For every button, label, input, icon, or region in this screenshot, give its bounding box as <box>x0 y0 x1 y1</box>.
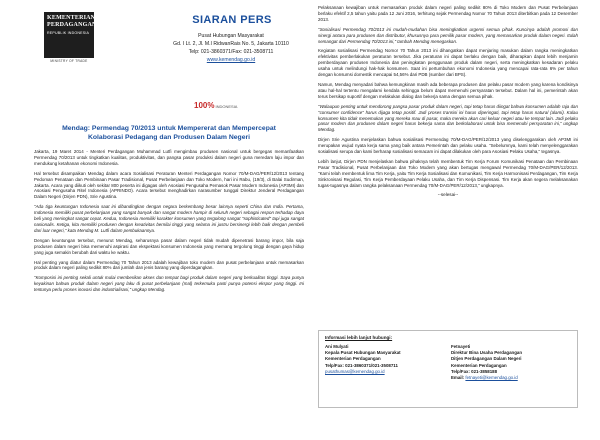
quote-paragraph-1: "Ada tiga keuntungan Indonesia saat ini dibandingkan dengan negara berkembang besar lainnya seperti China dan India. Pertama, Indonesia memiliki pusat perbelanjaan yang sangat banyak dan sangat modern hampir di seluruh negeri sebagai respon terhadap daya beli yang meningkat sangat cepat. Kedua, Indonesia memiliki karakter konsumen yang tergolong sangat "sophisticated" tapi juga sangat nasionalis. Ketiga, kita memiliki produsen dengan kreativitas bernilai tinggi yang selama ini justru bersinergi lebih baik dengan pembeli dari luar negeri," kata Mendag M. Lutfi dalam pembukaannya. <box>34 204 304 233</box>
contact-org: Kementerian Perdagangan <box>451 362 507 368</box>
contact-role: Kepala Pusat Hubungan Masyarakat <box>325 350 401 356</box>
email-label: Email: <box>451 375 465 381</box>
paragraph-8: Dirjen Srie Agustina menjelaskan bahwa sosialisasi Permendag 70/M-DAG/PER/12/2013 yang diselenggarakan oleh AP3MI ini merupakan wujud nyata kerja sama yang baik antara Pemerintah dan pelaku usaha. "Sebelumnya, kami telah menyelenggarakan sosialisasi serupa dan kami berharap sosialisasi semacam ini dapat dilakukan oleh para Asosiasi Pelaku Usaha," tegasnya. <box>318 137 578 155</box>
quote-paragraph-2: "Komposisi ini penting sekali untuk mulai memberikan akses dan tempat bagi produk dalam negeri yang berkualitas tinggi. Saya punya keyakinan bahwa produk dalam negeri yang laku di pusat perbelanjaan (mal) terkemuka pasti punya potensi ekspor yang tinggi. Ini tentunya perlu proses inovasi dan industrialisasi," ungkap Mendag. <box>34 275 304 293</box>
contact-org: Kementerian Perdagangan <box>325 356 381 362</box>
office-name: Pusat Hubungan Masyarakat <box>198 33 264 39</box>
address-block <box>164 32 298 64</box>
left-body <box>34 149 304 297</box>
ministry-logo <box>44 12 97 58</box>
contact-name: Ani Mulyati <box>325 344 349 349</box>
phone-fax: Telp: 021-3860371/Fax: 021-3508711 <box>188 49 274 55</box>
contact-phone: Telp/Fax: 021-3858188 <box>451 368 498 374</box>
contact-phone: Telp/Fax: 021-3860371/021-3508711 <box>325 362 398 368</box>
indonesia-badge <box>194 101 237 110</box>
contact-row <box>325 344 571 381</box>
paragraph-3: Dengan keuntungan tersebut, menurut Mendag, seharusnya pasar dalam negeri tidak mudah dipenetrasi barang impor, bila saja produsen dalam negeri bisa memenuhi aspirasi dan ekspektasi konsumen Indonesia yang memang tergolong tinggi dengan gaya hidup yang juga semakin berubah dari waktu ke waktu. <box>34 237 304 255</box>
paragraph-2: Hal tersebut disampaikan Mendag dalam acara Sosialisasi Peraturan Menteri Perdagangan Nomor 70/M-DAG/PER/12/2013 tentang Pedoman Penataan dan Pembinaan Pasar Tradisional, Pusat Perbelanjaan dan Toko Modern, hari ini Rabu, (19/3), di Balai Sudirman, Jakarta. Acara yang diikuti oleh sekitar 800 peserta ini digagas oleh Asosiasi Pengusaha Pemasok Pasar Modern Indonesia (AP3MI) dan Asosiasi Pengusaha Ritel Indonesia (APRINDO). Acara tersebut menghadirkan narasumber tunggal Direktur Jenderal Perdagangan Dalam Negeri (Dirjen PDN), Srie Agustina. <box>34 170 304 200</box>
paragraph-9: Lebih lanjut, Dirjen PDN menjelaskan bahwa pihaknya telah membentuk Tim Kerja Forum Komunikasi Penataan dan Pembinaan Pasar Tradisional, Pusat Perbelanjaan dan Toko Modern yang akan bertugas mengawal Permendag 70/M-DAG/PER/12/2013. "Kami telah membentuk lima Tim Kerja, yaitu Tim Kerja Sosialisasi dan Komunikasi, Tim Kerja Harmonisasi Perdagangan, Tim Kerja Sinkronisasi Regulasi, Tim Kerja Pemberdayaan Pelaku Usaha, dan Tim Kerja Dispensasi. Tim Kerja akan segera melaksanakan tugas-tugasnya dalam rangka pelaksanaan Permendag 70/M-DAG/PER/12/2013," ungkapnya. <box>318 158 578 188</box>
contact-email-link[interactable]: pusathumas@kemendag.go.id <box>325 368 385 374</box>
left-column <box>34 0 304 440</box>
logo-subtitle: REPUBLIK INDONESIA <box>47 31 90 35</box>
quote-paragraph-4: "Walaupun penting untuk mendorong pangsa pasar produk dalam negeri, tapi tetap harus diingat bahwa konsumen adalah raja dan "consumer confidence" harus dijaga tetap positif. Jadi proses transisi ini harus diperingati, tapi tetap harus natural (alami). Kalau konsumen kita tidak menemukan yang mereka mau di pasar, maka mereka akan cari keluar negeri atau ke tempat lain. Jadi pelaku pasar modern dan produsen dalam negeri harus bekerja sama dan berkolaborasi untuk bisa memenuhi persyaratan ini," ungkap Mendag. <box>318 103 578 133</box>
paragraph-7: Namun, Mendag menyadari bahwa kemungkinan masih ada beberapa produsen dan pelaku pasar modern yang karena kondisinya atau hal-hal tertentu mengalami kendala sehingga belum dapat memenuhi persyaratan tersebut. Dalam hal ini, pemerintah akan terus bersikap suportif dengan melakukan dialog dan bekerja sama dengan semua pihak. <box>318 81 578 99</box>
headline <box>34 124 304 142</box>
website-link[interactable]: www.kemendag.go.id <box>206 57 256 63</box>
logo-caption: MINISTRY OF TRADE <box>50 59 88 63</box>
headline-line-1: Mendag: Permendag 70/2013 untuk Mempererat dan Mempercepat <box>62 125 276 132</box>
contact-title: Informasi lebih lanjut hubungi: <box>325 335 393 340</box>
contact-name: Fetnayeti <box>451 344 471 349</box>
headline-line-2: Kolaborasi Pedagang dan Produsen Dalam Negeri <box>87 134 251 141</box>
paragraph-5: Pelaksanaan kewajiban untuk memasarkan produk dalam negeri paling sedikit 80% di Toko Modern dan Pusat Perbelanjaan berlaku efektif 2,5 tahun yaitu pada 12 Juni 2016, terhitung sejak Permendag Nomor 70 Tahun 2013 diterbitkan pada 12 Desember 2013. <box>318 5 578 22</box>
right-column <box>318 0 578 440</box>
paragraph-6: Kegiatan sosialisasi Permendag Nomor 70 Tahun 2013 ini dihangatkan dapat menjaring masukan dalam rangka meningkatkan efektivitas pemberlakukan peraturan tersebut. Jika peraturan ini dapat berlaku dengan baik, diharapkan dapat lebih menjamin pemberdayaan produsen Indonesia dan peningkatan penggunaan produk dalam negeri, serta meningkatkan kesadaran pelaku usaha untuk melindungi hak-hak konsumen. Saat ini pertumbuhan ekonomi Indonesia yang mencapai rata-rata 6% per tahun dengan konsumsi domestik mencapai 54,56% dari PDB (sumber dari BPS). <box>318 48 578 78</box>
logo-line-1: KEMENTERIAN <box>47 15 96 21</box>
contact-box <box>318 330 578 408</box>
contact-email-link[interactable]: fetnayeti@kemendag.go.id <box>465 375 518 381</box>
contact-right <box>451 344 571 381</box>
right-body <box>318 5 578 202</box>
street-address: Gd. I Lt. 2, Jl. M.I RidwanRais No. 5, Jakarta 10110 <box>173 41 289 47</box>
contact-left <box>325 344 445 381</box>
closing-mark: --selesai-- <box>437 192 459 198</box>
document-title: SIARAN PERS <box>192 14 272 26</box>
document-header <box>34 0 304 120</box>
paragraph-4: Hal penting yang diatur dalam Permendag 70 Tahun 2013 adalah kewajiban toko modern dan pusat perbelanjaan untuk memasarkan produk dalam negeri paling sedikit 80% dari jumlah dan jenis barang yang diperdagangkan. <box>34 259 304 271</box>
quote-paragraph-3: "Sosialisasi Permendag 70/2013 ini mudah-mudahan bisa meningkatkan urgensi semua pihak. Kuncinya adalah promosi dan sinergi antara para produsen dan distributor, khususnya para pemilik pasar modern, yang memasarkan produk dalam negeri. Itulah semangat dari Permendag 70/2013 ini," tambah Mendag menegaskan. <box>318 26 578 44</box>
badge-text: INDONESIA <box>215 104 238 109</box>
contact-directorate: Ditjen Perdagangan Dalam Negeri <box>451 356 522 362</box>
paragraph-1: Jakarta, 19 Maret 2014 - Menteri Perdagangan Muhammad Lutfi mengimbau produsen nasional untuk bergegas memanfaatkan Permendag 70/2013 untuk tingkatkan kualitas, produktivitas, dan pangsa pasar produksi dalam negeri guna meredam laju impor dan mendukung ketahanan ekonomi Indonesia. <box>34 149 304 166</box>
contact-role: Direktur Bina Usaha Perdagangan <box>451 350 523 356</box>
badge-number: 100% <box>194 101 215 110</box>
logo-line-2: PERDAGANGAN <box>47 22 97 28</box>
